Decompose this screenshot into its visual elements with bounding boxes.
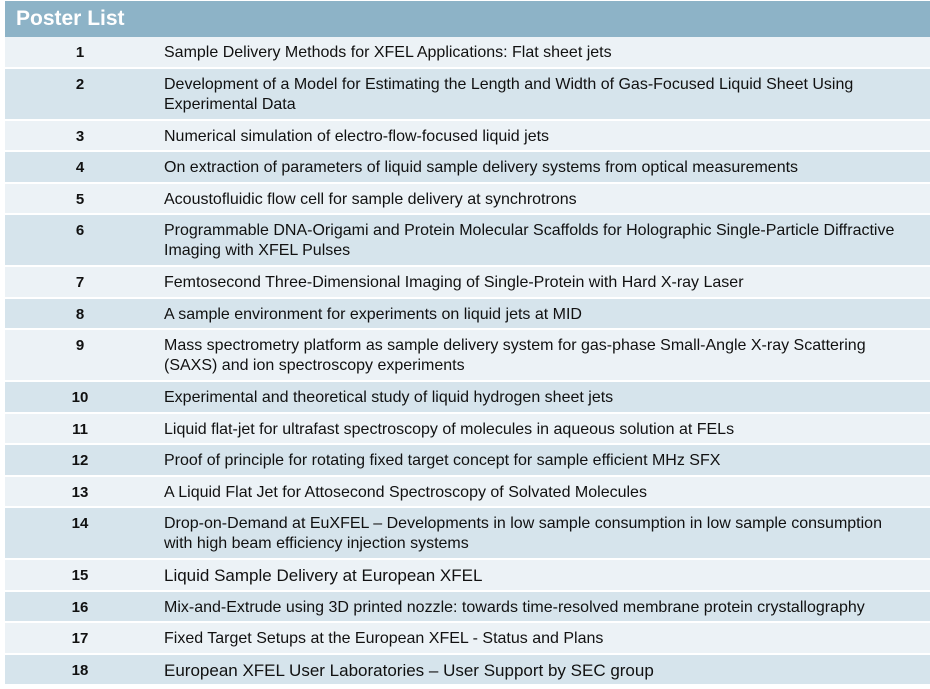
- poster-number: 4: [75, 159, 85, 176]
- poster-title: Numerical simulation of electro-flow-focused liquid jets: [164, 127, 550, 145]
- poster-number: 11: [72, 420, 88, 438]
- poster-number: 8: [75, 305, 85, 323]
- poster-title: Experimental and theoretical study of liquid hydrogen sheet jets: [164, 389, 614, 406]
- table-row: [5, 655, 930, 687]
- poster-number: 18: [71, 661, 89, 679]
- poster-number: 9: [75, 337, 85, 354]
- table-header: [5, 1, 930, 37]
- poster-number: 2: [75, 75, 85, 93]
- poster-title: A Liquid Flat Jet for Attosecond Spectroscopy of Solvated Molecules: [164, 483, 647, 501]
- table-row: [5, 560, 930, 592]
- poster-title: Fixed Target Setups at the European XFEL - Status and Plans: [164, 630, 604, 647]
- table-row: [5, 414, 930, 446]
- poster-title: Programmable DNA-Origami and Protein Molecular Scaffolds for Holographic Single-Particle Diffractive Imaging with XFEL Pulses: [164, 222, 895, 259]
- poster-title: Proof of principle for rotating fixed target concept for sample efficient MHz SFX: [164, 452, 721, 469]
- poster-title: Femtosecond Three-Dimensional Imaging of Single-Protein with Hard X-ray Laser: [164, 274, 744, 291]
- poster-number: 12: [71, 452, 89, 469]
- poster-title: A sample environment for experiments on liquid jets at MID: [164, 305, 582, 323]
- table-row: [5, 37, 930, 69]
- poster-number: 6: [75, 222, 85, 239]
- poster-number: 17: [71, 630, 89, 647]
- poster-title: Mass spectrometry platform as sample delivery system for gas-phase Small-Angle X-ray Scattering (SAXS) and ion spectroscopy experiments: [164, 337, 866, 374]
- poster-title: Liquid Sample Delivery at European XFEL: [164, 566, 483, 585]
- table-row: [5, 152, 930, 184]
- poster-number: 10: [71, 389, 89, 406]
- poster-title: Development of a Model for Estimating the Length and Width of Gas-Focused Liquid Sheet Using Experimental Data: [164, 75, 854, 113]
- poster-number: 16: [71, 598, 89, 616]
- poster-number: 15: [71, 567, 89, 584]
- table-row: [5, 330, 930, 382]
- table-row: [5, 508, 930, 560]
- table-row: [5, 184, 930, 216]
- poster-number: 13: [71, 483, 89, 501]
- table-row: [5, 69, 930, 121]
- table-row: [5, 592, 930, 624]
- table-row: [5, 477, 930, 509]
- poster-title: Drop-on-Demand at EuXFEL – Developments in low sample consumption in low sample consumption with high beam efficiency injection systems: [164, 515, 882, 552]
- poster-title: On extraction of parameters of liquid sample delivery systems from optical measurements: [164, 159, 799, 176]
- table-row: [5, 215, 930, 267]
- poster-number: 5: [75, 190, 85, 208]
- page-title: Poster List: [16, 7, 125, 30]
- poster-title: Acoustofluidic flow cell for sample delivery at synchrotrons: [164, 190, 577, 208]
- poster-number: 14: [71, 515, 89, 532]
- table-row: [5, 445, 930, 477]
- table-row: [5, 299, 930, 331]
- poster-title: Mix-and-Extrude using 3D printed nozzle: towards time-resolved membrane protein crystallography: [164, 598, 865, 616]
- poster-list-table: [5, 1, 930, 686]
- poster-title: Liquid flat-jet for ultrafast spectroscopy of molecules in aqueous solution at FELs: [164, 420, 735, 438]
- poster-title: Sample Delivery Methods for XFEL Applications: Flat sheet jets: [164, 44, 612, 61]
- table-row: [5, 382, 930, 414]
- table-row: [5, 623, 930, 655]
- table-row: [5, 267, 930, 299]
- poster-number: 1: [75, 44, 85, 61]
- poster-title: European XFEL User Laboratories – User Support by SEC group: [164, 660, 654, 680]
- poster-number: 3: [75, 127, 85, 145]
- poster-number: 7: [75, 274, 85, 291]
- table-row: [5, 121, 930, 153]
